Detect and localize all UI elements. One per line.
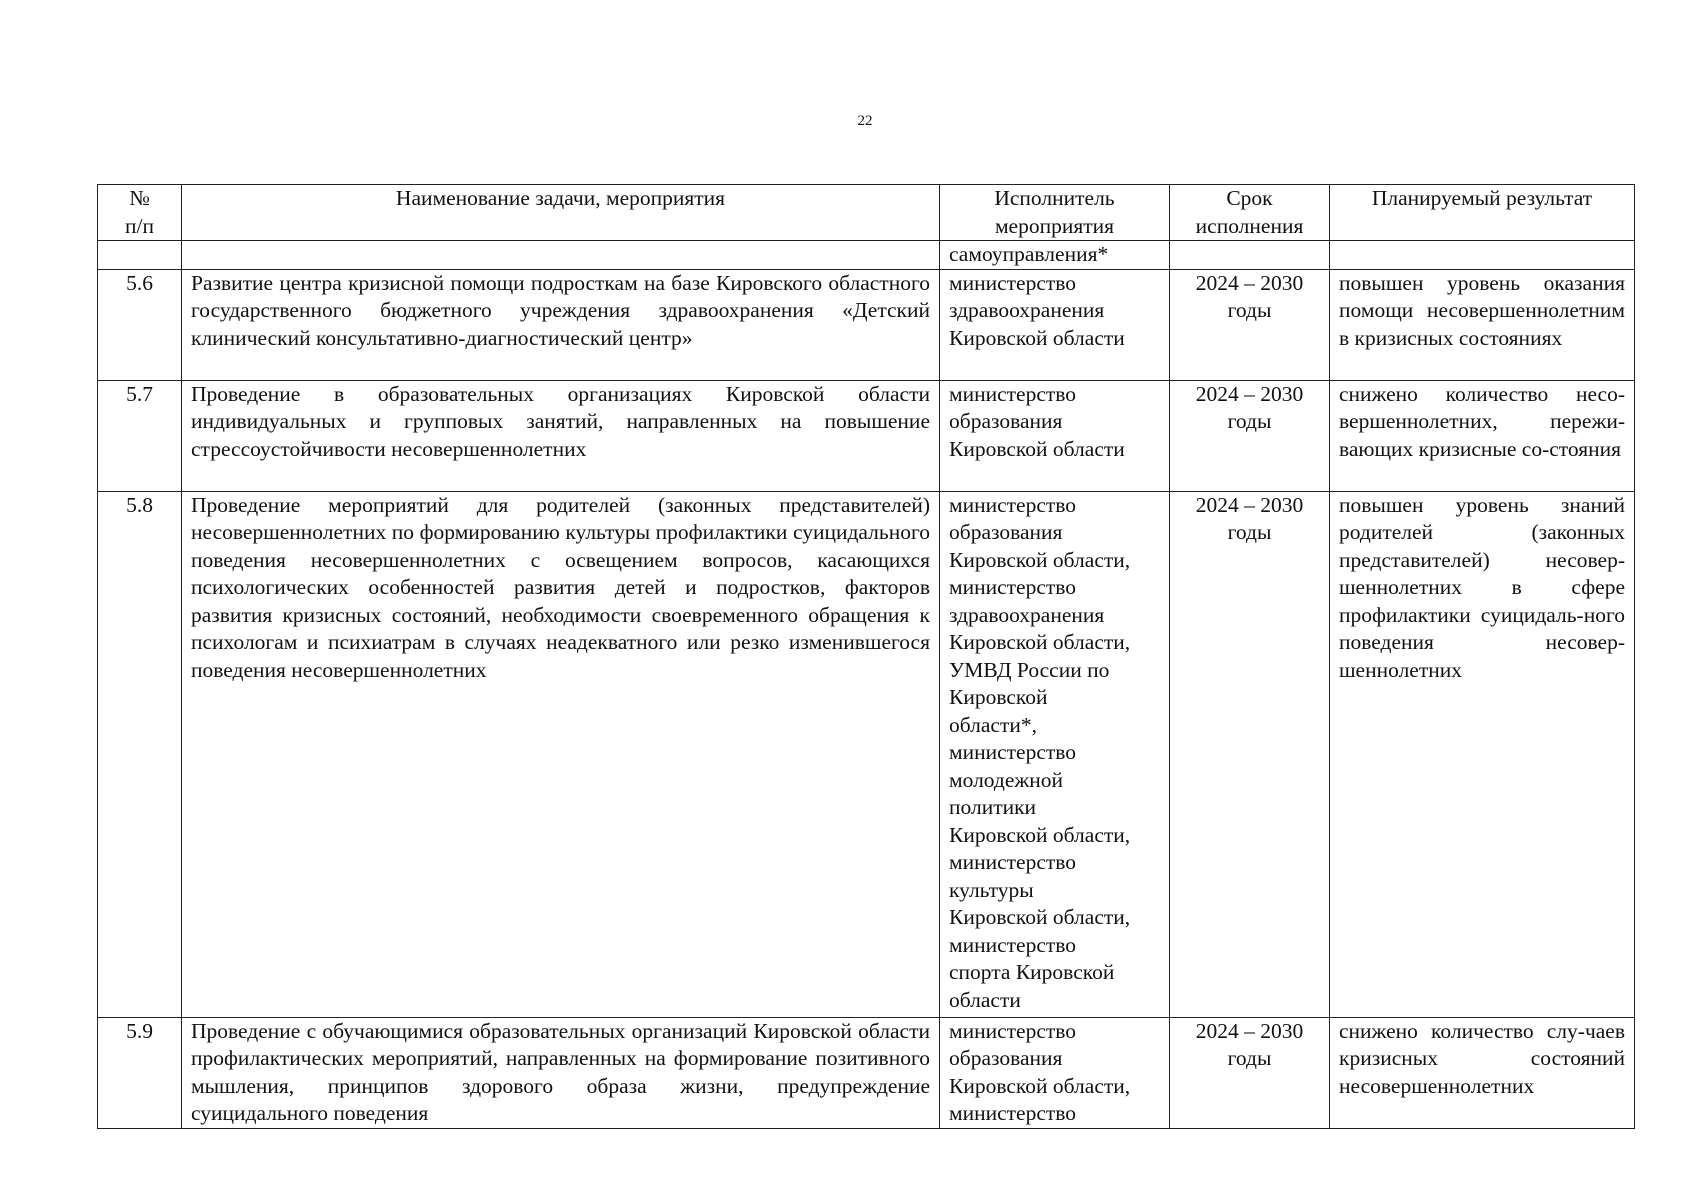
cell-num: 5.6 <box>98 269 182 380</box>
cell-executor <box>940 241 1170 270</box>
term-line: годы <box>1227 409 1272 433</box>
executor-line: министерство <box>949 381 1077 406</box>
executor-line: образования <box>949 409 1063 433</box>
table-row <box>98 241 1635 270</box>
cell-term <box>1170 1017 1330 1128</box>
cell-result: повышен уровень оказания помощи несовершеннолетним в кризисных состояниях <box>1330 269 1635 380</box>
term-line: 2024 – 2030 <box>1195 492 1304 517</box>
executor-line: УМВД России по <box>949 657 1110 682</box>
executor-line: Кировской области, <box>949 822 1131 847</box>
executor-line: молодежной <box>949 767 1064 792</box>
table-row <box>98 269 1635 380</box>
cell-task <box>182 241 940 270</box>
cell-task: Проведение мероприятий для родителей (законных представителей) несовершеннолетних по формированию культуры профилактики суицидального поведения несовершеннолетних с освещением вопросов, касающихся психологических особенностей развития детей и подростков, факторов развития кризисных состояний, необходимости своевременного обращения к психологам и психиатрам в случаях неадекватного или резко изменившегося поведения несовершеннолетних <box>182 491 940 1017</box>
executor-line: министерство <box>949 270 1077 295</box>
executor-line: области <box>949 987 1021 1012</box>
table-row <box>98 491 1635 1017</box>
executor-line: образования <box>949 520 1063 544</box>
cell-term <box>1170 241 1330 270</box>
measures-table <box>97 184 1635 1129</box>
cell-result: снижено количество слу-чаев кризисных состояний несовершеннолетних <box>1330 1017 1635 1128</box>
cell-term <box>1170 380 1330 491</box>
cell-task: Развитие центра кризисной помощи подросткам на базе Кировского областного государственного бюджетного учреждения здравоохранения «Детский клинический консультативно-диагностический центр» <box>182 269 940 380</box>
executor-line: здравоохранения <box>949 298 1105 322</box>
executor-line: политики <box>949 795 1037 819</box>
page-number: 22 <box>857 113 873 129</box>
header-executor-line: Исполнитель <box>994 186 1115 210</box>
executor-line: области*, <box>949 712 1037 737</box>
cell-task: Проведение в образовательных организациях Кировской области индивидуальных и групповых занятий, направленных на повышение стрессоустойчивости несовершеннолетних <box>182 380 940 491</box>
cell-num: 5.9 <box>98 1017 182 1128</box>
executor-line: Кировской <box>949 685 1048 709</box>
executor-line: самоуправления* <box>949 242 1109 266</box>
executor-line: министерство <box>949 492 1077 517</box>
executor-line: Кировской области, <box>949 630 1131 654</box>
cell-executor <box>940 491 1170 1017</box>
term-line: 2024 – 2030 <box>1195 1018 1304 1043</box>
executor-line: образования <box>949 1046 1063 1070</box>
executor-line: культуры <box>949 877 1034 902</box>
term-line: 2024 – 2030 <box>1195 381 1304 406</box>
cell-task: Проведение с обучающимися образовательных организаций Кировской области профилактических мероприятий, направленных на формирование позитивного мышления, принципов здорового образа жизни, предупреждение суицидального поведения <box>182 1017 940 1128</box>
cell-result <box>1330 241 1635 270</box>
header-term-line: исполнения <box>1195 213 1304 238</box>
executor-line: Кировской области <box>949 325 1125 350</box>
term-line: 2024 – 2030 <box>1195 270 1304 295</box>
header-executor-line: мероприятия <box>994 213 1115 238</box>
cell-result: снижено количество несо-вершеннолетних, пережи-вающих кризисные со-стояния <box>1330 380 1635 491</box>
table-header-row <box>98 185 1635 241</box>
header-executor <box>940 185 1170 241</box>
executor-line: министерство <box>949 1101 1077 1125</box>
cell-executor <box>940 269 1170 380</box>
executor-line: Кировской области, <box>949 1073 1131 1098</box>
executor-line: министерство <box>949 1018 1077 1043</box>
executor-line: Кировской области <box>949 436 1125 461</box>
executor-line: здравоохранения <box>949 602 1105 627</box>
cell-executor <box>940 380 1170 491</box>
term-line: годы <box>1227 298 1272 322</box>
cell-num <box>98 241 182 270</box>
executor-line: министерство <box>949 850 1077 874</box>
header-term-line: Срок <box>1226 186 1273 210</box>
cell-term <box>1170 491 1330 1017</box>
executor-line: спорта Кировской <box>949 960 1115 984</box>
cell-term <box>1170 269 1330 380</box>
header-num-line: п/п <box>125 213 154 238</box>
header-result: Планируемый результат <box>1330 185 1635 241</box>
table-row <box>98 380 1635 491</box>
cell-executor <box>940 1017 1170 1128</box>
executor-line: Кировской области, <box>949 905 1131 929</box>
cell-num: 5.7 <box>98 380 182 491</box>
executor-line: министерство <box>949 575 1077 599</box>
cell-result: повышен уровень знаний родителей (законных представителей) несовер-шеннолетних в сфере профилактики суицидаль-ного поведения несовер-шеннолетних <box>1330 491 1635 1017</box>
executor-line: министерство <box>949 740 1077 764</box>
header-num <box>98 185 182 241</box>
header-num-line: № <box>129 186 150 210</box>
table-row <box>98 1017 1635 1128</box>
cell-num: 5.8 <box>98 491 182 1017</box>
executor-line: Кировской области, <box>949 547 1131 572</box>
header-task: Наименование задачи, мероприятия <box>182 185 940 241</box>
term-line: годы <box>1227 1046 1272 1070</box>
header-term <box>1170 185 1330 241</box>
executor-line: министерство <box>949 932 1077 957</box>
term-line: годы <box>1227 520 1272 544</box>
